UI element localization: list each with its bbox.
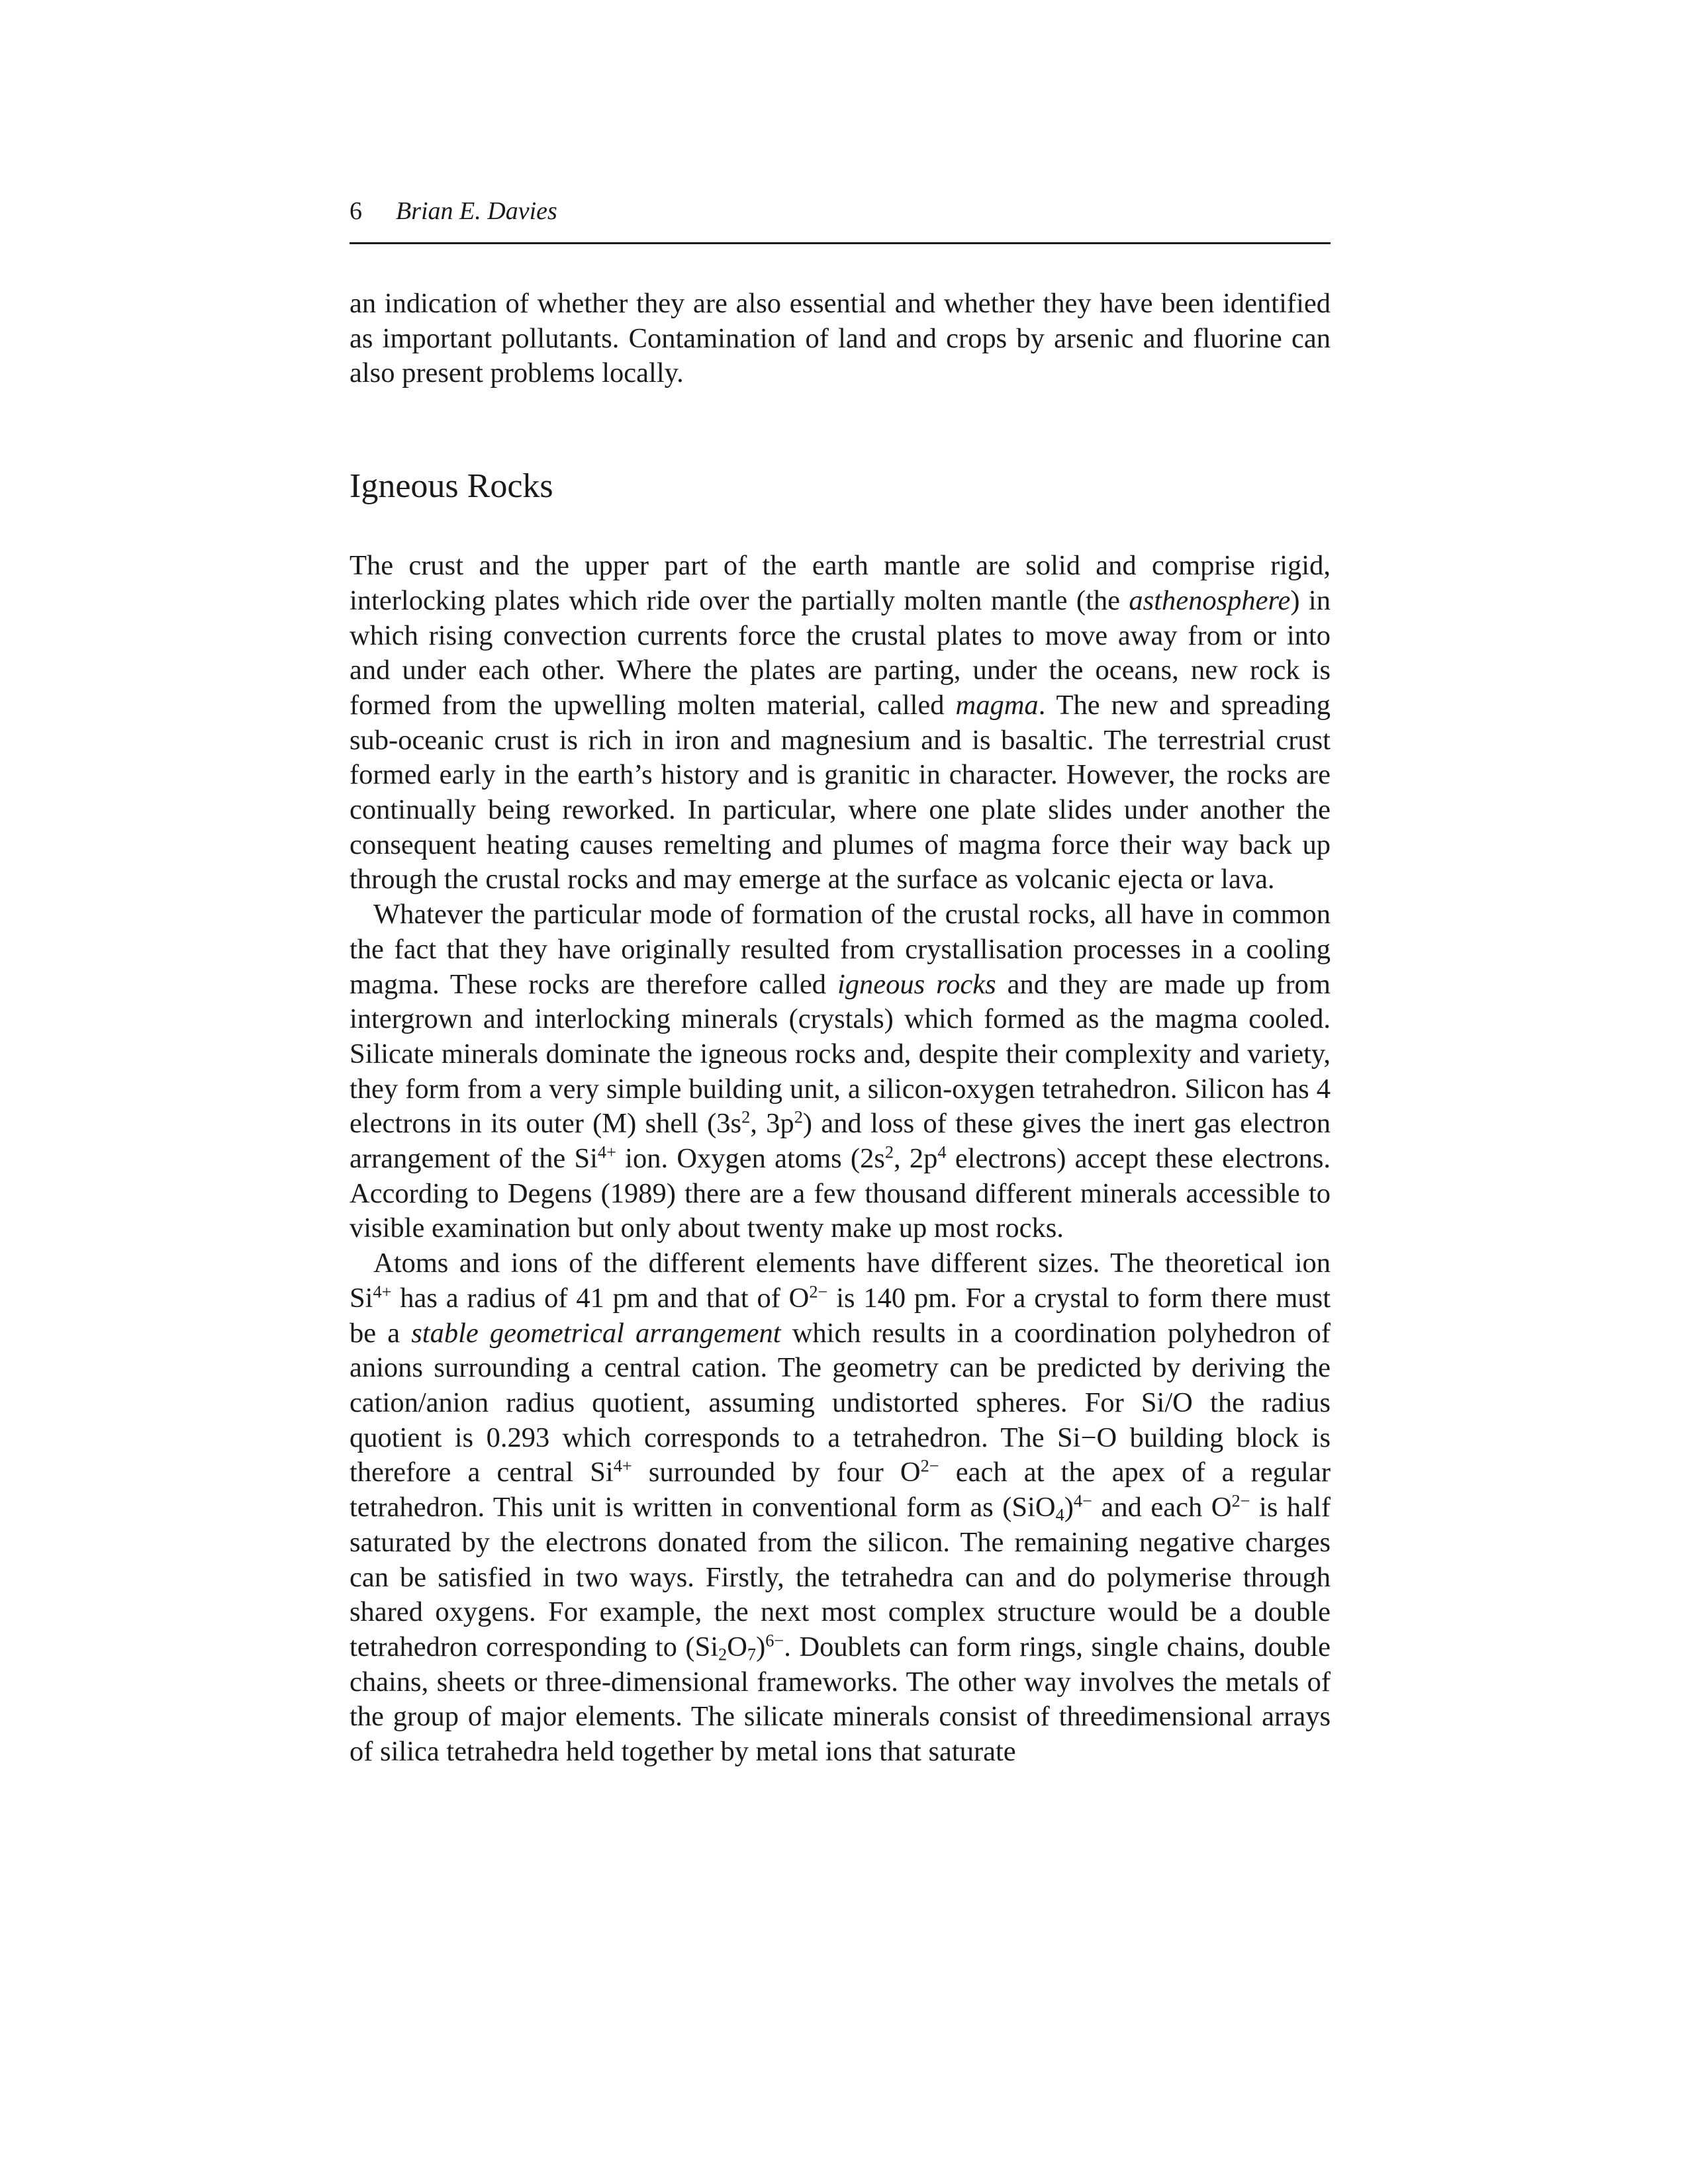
term-magma: magma: [955, 689, 1039, 721]
text-run: electrons) accept these electrons. According to Degens (1989) there are a few thousand different minerals accessible to visible examination but only about twenty make up most rocks.: [350, 1143, 1331, 1244]
term-igneous-rocks: igneous rocks: [837, 968, 996, 1000]
text-run: each at the apex of a regular tetrahedron. This unit is written in conventional form as (SiO: [350, 1457, 1331, 1524]
superscript: 2−: [1231, 1491, 1250, 1511]
text-run: , 3p: [750, 1108, 794, 1140]
text-run: ): [1064, 1492, 1074, 1524]
term-asthenosphere: asthenosphere: [1129, 584, 1291, 616]
text-run: Whatever the particular mode of formation of the crustal rocks, all have in common the fact that they have originally resulted from crystallisation processes in a cooling magma. These rocks are therefore called: [350, 899, 1331, 1000]
text-run: ) in which rising convection currents force the crustal plates to move away from or into and under each other. Where the plates are parting, under the oceans, new rock is formed from the upwelling molten material, called: [350, 584, 1331, 721]
text-run: has a radius of 41 pm and that of O: [391, 1282, 810, 1314]
section-heading: Igneous Rocks: [350, 467, 553, 506]
running-head-author: Brian E. Davies: [396, 197, 557, 225]
superscript: 4+: [597, 1142, 616, 1162]
text-run: which results in a coordination polyhedron of anions surrounding a central cation. The geometry can be predicted by deriving the cation/anion radius quotient, assuming undistorted spheres. For Si/O the radius quotient is 0.293 which corresponds to a tetrahedron. The Si−O building block is therefore a central Si: [350, 1317, 1331, 1488]
text-run: is half saturated by the electrons donated from the silicon. The remaining negative charges can be satisfied in two ways. Firstly, the tetrahedra can and do polymerise through shared oxygens. For example, the next most complex structure would be a double tetrahedron corresponding to (Si: [350, 1492, 1331, 1662]
running-head: [350, 199, 1331, 224]
superscript: 4: [937, 1142, 947, 1162]
paragraph-igneous-rocks: [350, 897, 1331, 1246]
text-run: , 2p: [894, 1143, 938, 1175]
header-rule: [350, 242, 1331, 244]
superscript: 4+: [373, 1282, 392, 1302]
paragraph-ion-sizes: [350, 1246, 1331, 1770]
superscript: 2−: [809, 1282, 828, 1302]
text-run: O: [727, 1631, 747, 1662]
superscript: 6−: [765, 1631, 784, 1651]
text-run: ion. Oxygen atoms (2s: [616, 1143, 885, 1175]
text-run: The crust and the upper part of the earth mantle are solid and comprise rigid, interlocking plates which ride over the partially molten mantle (the: [350, 550, 1331, 616]
text-run: ) and loss of these gives the inert gas electron arrangement of the Si: [350, 1108, 1331, 1175]
superscript: 2: [741, 1107, 751, 1127]
subscript: 7: [747, 1645, 757, 1664]
superscript: 4−: [1073, 1491, 1092, 1511]
paragraph-continuation: [350, 287, 1331, 391]
text-run: . The new and spreading sub-oceanic crust is rich in iron and magnesium and is basaltic. The terrestrial crust formed early in the earth’s history and is granitic in character. However, the rocks are continually being reworked. In particular, where one plate slides under another the consequent heating causes remelting and plumes of magma force their way back up through the crustal rocks and may emerge at the surface as volcanic ejecta or lava.: [350, 689, 1331, 895]
subscript: 4: [1055, 1505, 1064, 1525]
text-run: and each O: [1092, 1492, 1232, 1524]
text-run: surrounded by four O: [632, 1457, 921, 1488]
superscript: 2: [794, 1107, 803, 1127]
text-run: and they are made up from intergrown and interlocking minerals (crystals) which formed as the magma cooled. Silicate minerals dominate the igneous rocks and, despite their complexity and variety, they form from a very simple building unit, a silicon-oxygen tetrahedron. Silicon has 4 electrons in its outer (M) shell (3s: [350, 968, 1331, 1140]
text-run: Atoms and ions of the different elements have different sizes. The theoretical ion Si: [350, 1248, 1331, 1314]
book-page: [350, 199, 1331, 1770]
page-number: 6: [350, 197, 362, 225]
superscript: 2−: [920, 1456, 939, 1476]
paragraph-text: an indication of whether they are also essential and whether they have been identified as important pollutants. Contamination of land and crops by arsenic and fluorine can also present problems locally.: [350, 288, 1331, 389]
superscript: 4+: [613, 1456, 632, 1476]
subscript: 2: [718, 1645, 727, 1664]
superscript: 2: [884, 1142, 894, 1162]
paragraph-plate-tectonics: [350, 549, 1331, 897]
term-stable-geometrical-arrangement: stable geometrical arrangement: [411, 1317, 781, 1349]
text-run: . Doublets can form rings, single chains, double chains, sheets or three-dimensional frameworks. The other way involves the metals of the group of major elements. The silicate minerals consist of threedimensional arrays of silica tetrahedra held together by metal ions that saturate: [350, 1631, 1331, 1768]
text-run: ): [756, 1631, 766, 1662]
text-run: is 140 pm. For a crystal to form there must be a: [350, 1282, 1331, 1349]
